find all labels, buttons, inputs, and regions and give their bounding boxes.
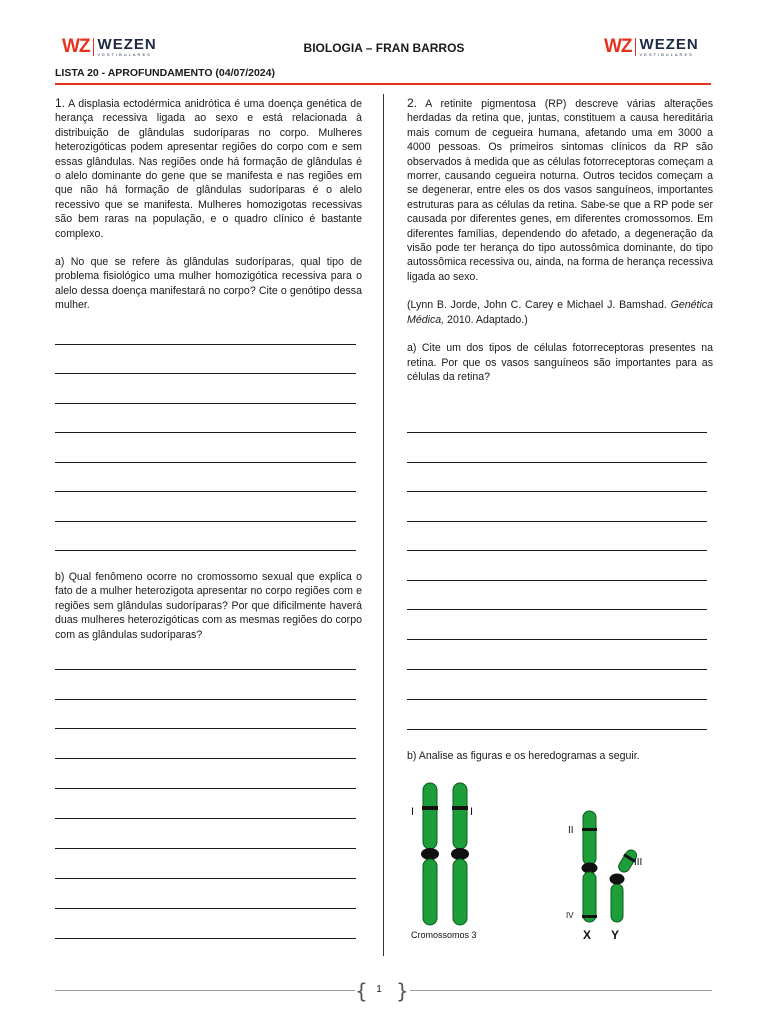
label-pair-right: I [470,806,474,818]
figure-caption: Cromossomos 3 [411,930,477,940]
logo-name: WEZEN [97,36,157,53]
logo-separator [635,38,636,56]
page-bracket-right: } [396,979,409,1003]
citation-year: 2010. Adaptado.) [447,313,528,326]
answer-line[interactable] [55,938,356,939]
label-x-bottom: IV [566,911,574,920]
centromere [610,874,625,885]
chromosome-3-left [421,783,439,925]
answer-line[interactable] [55,669,356,670]
question-1-item-b: b) Qual fenômeno ocorre no cromossomo sexual que explica o fato de a mulher heterozigota apresentar no corpo regiões com e regiões sem glândulas sudoríparas? Por que dificilmente haverá duas mulheres heterozigóticas com as mesmas regiões do corpo com as glândulas sudoríparas? [55,571,362,641]
logo-text [640,37,699,57]
citation-book: Genética Médica, [407,299,713,326]
chromosome-arm [611,884,623,922]
page-number: 1 [376,984,382,995]
footer-rule-right [410,990,712,991]
answer-line[interactable] [55,462,356,463]
question-1-item-b-block [55,570,362,642]
answer-line[interactable] [55,521,356,522]
answer-line[interactable] [55,758,356,759]
question-1-number: 1. [55,96,66,110]
column-divider [383,94,384,956]
answer-line[interactable] [407,580,707,581]
question-2-number: 2. [407,96,418,110]
question-2-text: A retinite pigmentosa (RP) descreve várias alterações herdadas da retina que, juntas, constituem a causa hereditária mais comum de cegueira humana, afetando uma em 3000 a 4000 pessoas. Os primeiros sintomas clínicos da RP são observados à medida que as células fotorreceptoras começam a morrer, causando cegueira noturna. Outros tecidos começam a se degenerar, entre eles os dos vasos sanguíneos, importantes estruturas para as células da retina. Sabe-se que a RP pode ser causada por diferentes genes, em diferentes cromossomos. Em diferentes famílias, dependendo do afetado, a degeneração da visão pode ter herança do tipo autossômica dominante, do tipo autossômica recessiva ou, ainda, na forma de herança recessiva ligada ao sexo. [407,98,713,283]
answer-line[interactable] [407,669,707,670]
page-title: BIOLOGIA – FRAN BARROS [303,41,465,55]
y-chromosome-label: Y [611,928,620,942]
answer-line[interactable] [55,373,356,374]
answer-line[interactable] [407,432,707,433]
chromosome-figure [405,777,715,942]
answer-line[interactable] [55,550,356,551]
answer-line[interactable] [55,491,356,492]
answer-line[interactable] [407,699,707,700]
answer-line[interactable] [55,728,356,729]
answer-line[interactable] [55,878,356,879]
logo-subtitle: VESTIBULARES [639,52,694,57]
answer-line[interactable] [55,699,356,700]
header-divider [55,83,711,85]
answer-line[interactable] [55,344,356,345]
answer-line[interactable] [55,432,356,433]
answer-line[interactable] [407,491,707,492]
logo-mark: WZ [604,36,632,57]
answer-line[interactable] [55,403,356,404]
answer-line[interactable] [407,550,707,551]
answer-line[interactable] [407,462,707,463]
gene-band [452,806,468,810]
centromere [421,848,439,860]
label-x-top: II [568,825,574,836]
logo-name: WEZEN [639,36,699,53]
question-2-item-a: a) Cite um dos tipos de células fotorreceptoras presentes na retina. Por que os vasos sanguíneos são importantes para as células da retina? [407,342,713,383]
chromosome-diagram [405,777,715,942]
chromosome-arm [453,783,467,849]
x-chromosome-label: X [583,928,592,942]
answer-line[interactable] [55,908,356,909]
gene-band [582,915,597,918]
chromosome-arm [453,859,467,925]
label-y: III [634,857,643,868]
chromosome-arm [423,783,437,849]
answer-line[interactable] [55,848,356,849]
chromosome-arm [423,859,437,925]
question-1-text: A displasia ectodérmica anidrótica é uma doença genética de herança recessiva ligada ao sexo e está relacionada à distribuição de glândulas sudoríparas no corpo. Mulheres heterozigóticas podem apresentar regiões do corpo com e sem essas glândulas. Nas regiões onde há formação de glândulas é o alelo dominante do gene que se manifesta e nas regiões em que não há formação de glândulas sudoríparas é o alelo recessivo que se manifesta. Mulheres homozigotas recessivas são bem raras na população, e o quadro clínico é bastante complexo. [55,98,363,240]
question-1 [55,96,362,327]
answer-line[interactable] [407,609,707,610]
question-2-item-b-block [407,749,713,763]
question-2-statement [407,96,713,284]
answer-line[interactable] [407,639,707,640]
chromosome-arm [583,811,596,865]
question-2 [407,96,713,398]
answer-line[interactable] [407,521,707,522]
wezen-logo-right [604,37,699,57]
question-1-statement [55,96,362,241]
answer-line[interactable] [55,788,356,789]
gene-band [582,828,597,831]
chromosome-arm [583,872,596,922]
question-1-item-a: a) No que se refere às glândulas sudoríparas, qual tipo de problema fisiológico uma mulher homozigótica recessiva para o alelo dessa doença manifestará no corpo? Cite o genótipo dessa mulher. [55,256,362,312]
logo-subtitle: VESTIBULARES [97,52,152,57]
logo-mark: WZ [62,36,90,57]
page-bracket-left: { [355,979,368,1003]
citation-authors: (Lynn B. Jorde, John C. Carey e Michael J. Bamshad. [407,299,667,312]
chromosome-3-right [451,783,469,925]
question-2-citation [407,298,713,327]
gene-band [422,806,438,810]
x-chromosome [582,811,598,922]
label-pair-left: I [411,806,415,818]
answer-line[interactable] [55,818,356,819]
answer-line[interactable] [407,729,707,730]
footer-rule-left [55,990,355,991]
centromere [451,848,469,860]
question-2-item-b: b) Analise as figuras e os heredogramas a seguir. [407,750,640,762]
list-title: LISTA 20 - APROFUNDAMENTO (04/07/2024) [55,67,275,79]
